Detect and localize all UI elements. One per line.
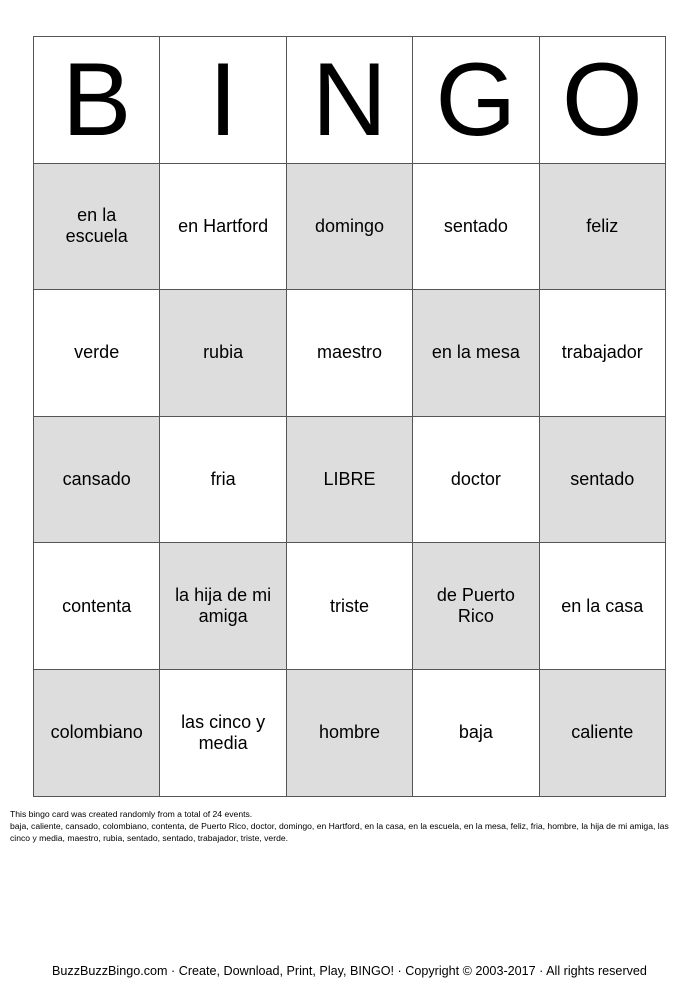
bingo-row-4 xyxy=(34,543,666,670)
bingo-cell xyxy=(286,290,412,417)
cell-text: feliz xyxy=(586,215,619,236)
bingo-cell xyxy=(539,163,665,290)
cell-text: sentado xyxy=(443,215,508,236)
cell-text: baja xyxy=(458,722,493,743)
cell-text: fria xyxy=(210,469,236,490)
cell-text: la hija de mi amiga xyxy=(175,585,272,627)
bingo-cell xyxy=(539,416,665,543)
header-letter-o: O xyxy=(539,37,665,164)
header-letter-b: B xyxy=(34,37,160,164)
cell-text: trabajador xyxy=(561,342,643,363)
bingo-cell xyxy=(413,416,539,543)
bingo-cell xyxy=(34,543,160,670)
cell-text: las cinco y media xyxy=(181,711,266,753)
cell-text: sentado xyxy=(570,469,635,490)
bingo-cell xyxy=(539,543,665,670)
bingo-cell xyxy=(286,669,412,796)
bingo-row-3 xyxy=(34,416,666,543)
bingo-cell xyxy=(160,163,286,290)
bingo-card xyxy=(33,36,666,797)
footnote-summary: This bingo card was created randomly from a total of 24 events. xyxy=(10,809,253,819)
bingo-card-body xyxy=(34,37,666,797)
bingo-cell xyxy=(539,290,665,417)
bingo-cell xyxy=(34,290,160,417)
cell-text: en Hartford xyxy=(178,215,269,236)
cell-text: contenta xyxy=(62,595,132,616)
cell-text: verde xyxy=(74,342,120,363)
cell-text: en la escuela xyxy=(65,205,128,247)
footnote-event-list: baja, caliente, cansado, colombiano, contenta, de Puerto Rico, doctor, domingo, en Hartford, en la casa, en la escuela, en la mesa, feliz, fria, hombre, la hija de mi amiga, las cinco y media, maestro, rubia, sentado, sentado, trabajador, triste, verde. xyxy=(10,821,669,843)
bingo-cell xyxy=(34,416,160,543)
bingo-cell xyxy=(160,543,286,670)
cell-text: domingo xyxy=(314,215,384,236)
bingo-header-row xyxy=(34,37,666,164)
bingo-cell xyxy=(34,163,160,290)
bingo-free-cell xyxy=(286,416,412,543)
cell-text: doctor xyxy=(450,469,501,490)
bingo-cell xyxy=(413,163,539,290)
header-letter-i: I xyxy=(160,37,286,164)
bingo-cell xyxy=(539,669,665,796)
bingo-cell xyxy=(286,543,412,670)
cell-text: caliente xyxy=(571,722,634,743)
header-letter-n: N xyxy=(286,37,412,164)
bingo-cell xyxy=(160,290,286,417)
cell-text: maestro xyxy=(316,342,382,363)
cell-text: de Puerto Rico xyxy=(436,585,515,627)
bingo-cell xyxy=(413,669,539,796)
bingo-cell xyxy=(413,543,539,670)
cell-text: cansado xyxy=(62,469,131,490)
cell-text: rubia xyxy=(203,342,244,363)
bingo-cell xyxy=(160,416,286,543)
header-letter-g: G xyxy=(413,37,539,164)
bingo-cell xyxy=(413,290,539,417)
site-footer: BuzzBuzzBingo.com · Create, Download, Print, Play, BINGO! · Copyright © 2003-2017 · All rights reserved xyxy=(52,964,647,978)
cell-text: en la mesa xyxy=(431,342,520,363)
cell-text: colombiano xyxy=(50,722,143,743)
bingo-row-1 xyxy=(34,163,666,290)
free-space-text: LIBRE xyxy=(323,469,376,490)
bingo-row-2 xyxy=(34,290,666,417)
card-footnote xyxy=(10,808,690,844)
bingo-row-5 xyxy=(34,669,666,796)
cell-text: hombre xyxy=(318,722,380,743)
cell-text: en la casa xyxy=(561,595,644,616)
bingo-cell xyxy=(160,669,286,796)
bingo-cell xyxy=(286,163,412,290)
cell-text: triste xyxy=(329,595,369,616)
bingo-cell xyxy=(34,669,160,796)
